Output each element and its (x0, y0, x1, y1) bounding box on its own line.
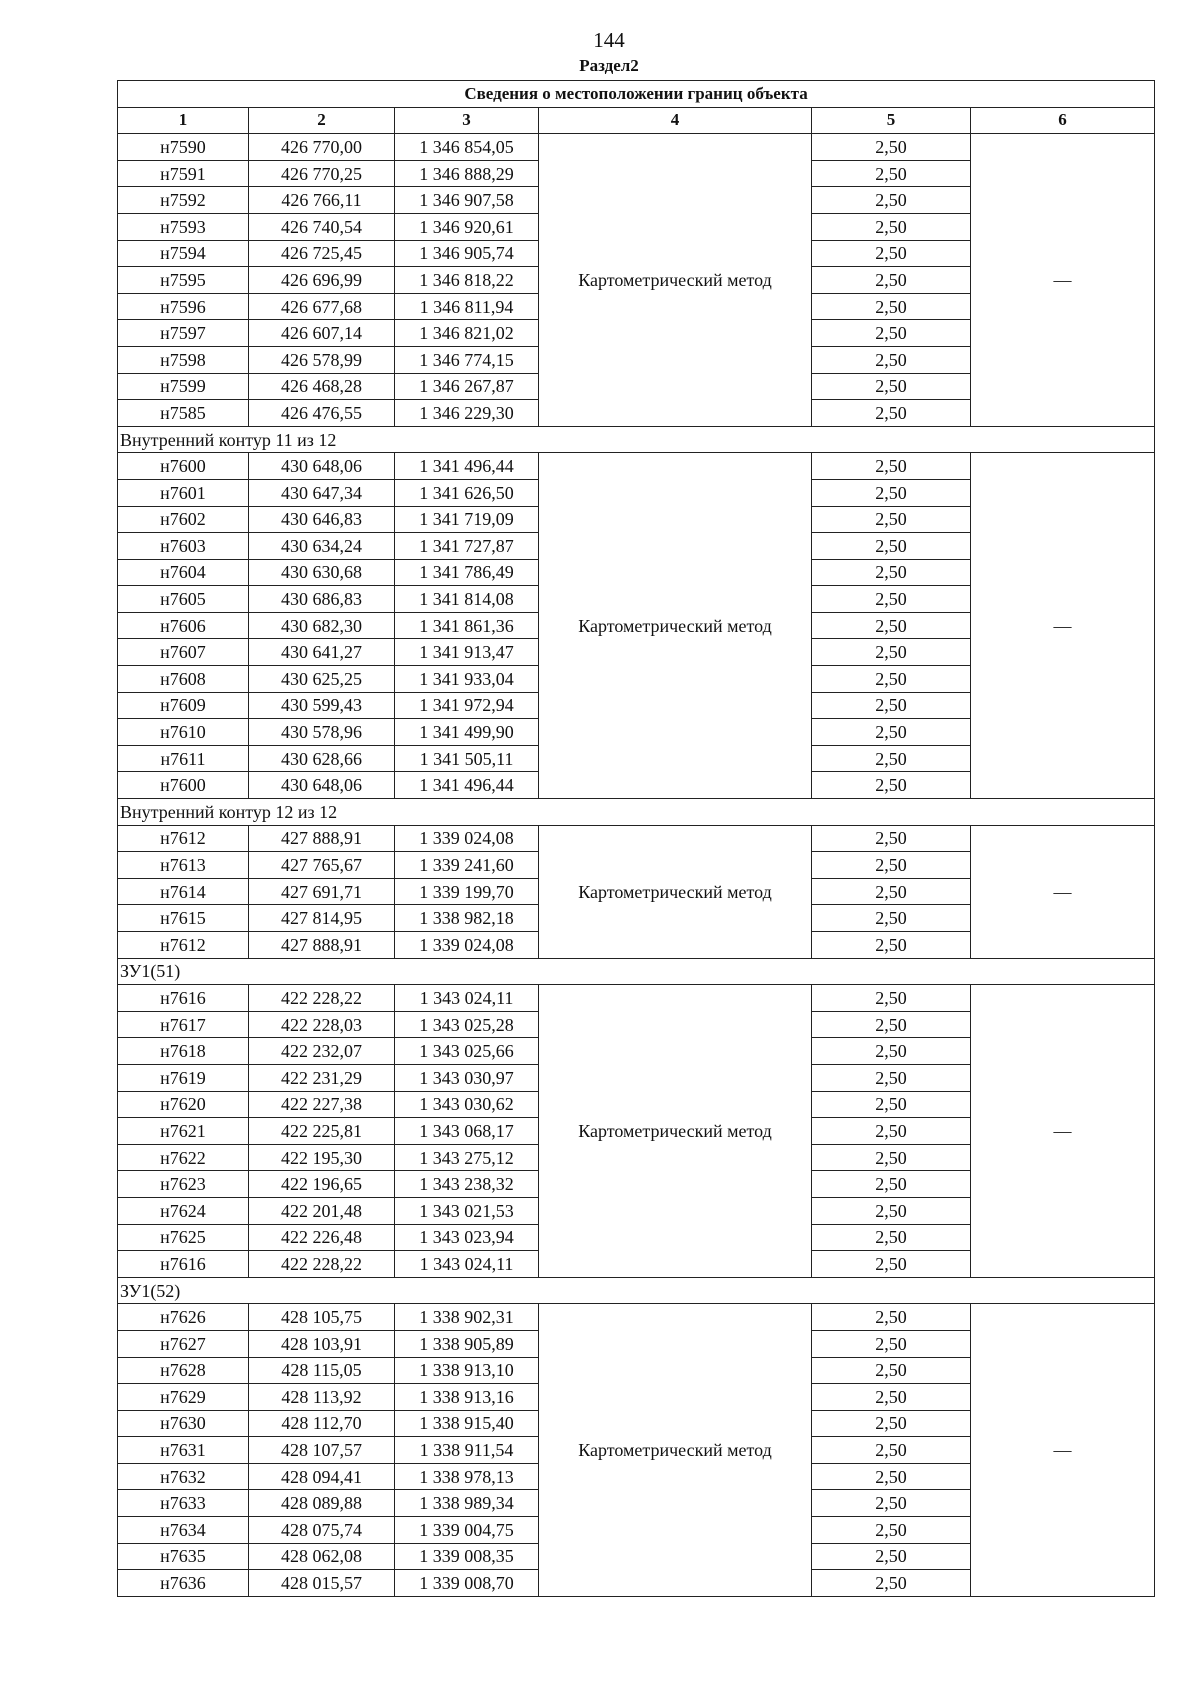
y-coordinate-cell: 1 343 024,11 (395, 1251, 539, 1278)
x-coordinate-cell: 422 225,81 (249, 1118, 395, 1145)
y-coordinate-cell: 1 338 989,34 (395, 1490, 539, 1517)
section-row (118, 799, 1155, 826)
y-coordinate-cell: 1 341 933,04 (395, 666, 539, 693)
y-coordinate-cell: 1 346 811,94 (395, 293, 539, 320)
accuracy-cell: 2,50 (812, 373, 971, 400)
y-coordinate-cell: 1 346 821,02 (395, 320, 539, 347)
method-cell: Картометрический метод (539, 453, 812, 799)
column-header-row (118, 107, 1155, 134)
column-6-cell: — (971, 985, 1155, 1278)
point-name-cell: н7597 (118, 320, 249, 347)
y-coordinate-cell: 1 339 004,75 (395, 1517, 539, 1544)
point-name-cell: н7620 (118, 1091, 249, 1118)
x-coordinate-cell: 430 599,43 (249, 692, 395, 719)
y-coordinate-cell: 1 341 499,90 (395, 719, 539, 746)
point-name-cell: н7613 (118, 852, 249, 879)
point-name-cell: н7614 (118, 878, 249, 905)
x-coordinate-cell: 422 228,22 (249, 1251, 395, 1278)
y-coordinate-cell: 1 346 774,15 (395, 346, 539, 373)
table-row (118, 1304, 1155, 1331)
accuracy-cell: 2,50 (812, 1038, 971, 1065)
point-name-cell: н7611 (118, 745, 249, 772)
accuracy-cell: 2,50 (812, 453, 971, 480)
y-coordinate-cell: 1 341 786,49 (395, 559, 539, 586)
point-name-cell: н7636 (118, 1570, 249, 1597)
point-name-cell: н7628 (118, 1357, 249, 1384)
x-coordinate-cell: 428 112,70 (249, 1410, 395, 1437)
x-coordinate-cell: 426 607,14 (249, 320, 395, 347)
y-coordinate-cell: 1 343 238,32 (395, 1171, 539, 1198)
accuracy-cell: 2,50 (812, 213, 971, 240)
point-name-cell: н7632 (118, 1463, 249, 1490)
y-coordinate-cell: 1 338 915,40 (395, 1410, 539, 1437)
y-coordinate-cell: 1 338 982,18 (395, 905, 539, 932)
x-coordinate-cell: 430 647,34 (249, 479, 395, 506)
point-name-cell: н7600 (118, 772, 249, 799)
accuracy-cell: 2,50 (812, 745, 971, 772)
x-coordinate-cell: 428 113,92 (249, 1384, 395, 1411)
column-6-cell: — (971, 134, 1155, 427)
column-6-cell: — (971, 1304, 1155, 1597)
y-coordinate-cell: 1 339 199,70 (395, 878, 539, 905)
x-coordinate-cell: 426 696,99 (249, 267, 395, 294)
y-coordinate-cell: 1 338 902,31 (395, 1304, 539, 1331)
accuracy-cell: 2,50 (812, 1064, 971, 1091)
section-label: Внутренний контур 12 из 12 (118, 799, 1155, 826)
table-row (118, 453, 1155, 480)
point-name-cell: н7594 (118, 240, 249, 267)
x-coordinate-cell: 422 196,65 (249, 1171, 395, 1198)
accuracy-cell: 2,50 (812, 612, 971, 639)
point-name-cell: н7633 (118, 1490, 249, 1517)
y-coordinate-cell: 1 346 920,61 (395, 213, 539, 240)
accuracy-cell: 2,50 (812, 320, 971, 347)
y-coordinate-cell: 1 346 267,87 (395, 373, 539, 400)
point-name-cell: н7593 (118, 213, 249, 240)
boundary-coordinates-table (117, 80, 1155, 1597)
point-name-cell: н7631 (118, 1437, 249, 1464)
y-coordinate-cell: 1 341 814,08 (395, 586, 539, 613)
x-coordinate-cell: 430 648,06 (249, 453, 395, 480)
table-row (118, 825, 1155, 852)
method-cell: Картометрический метод (539, 1304, 812, 1597)
column-header: 6 (971, 107, 1155, 134)
point-name-cell: н7616 (118, 1251, 249, 1278)
y-coordinate-cell: 1 346 854,05 (395, 134, 539, 161)
accuracy-cell: 2,50 (812, 533, 971, 560)
x-coordinate-cell: 426 725,45 (249, 240, 395, 267)
y-coordinate-cell: 1 343 068,17 (395, 1118, 539, 1145)
point-name-cell: н7621 (118, 1118, 249, 1145)
accuracy-cell: 2,50 (812, 1224, 971, 1251)
x-coordinate-cell: 422 195,30 (249, 1144, 395, 1171)
y-coordinate-cell: 1 341 505,11 (395, 745, 539, 772)
x-coordinate-cell: 430 625,25 (249, 666, 395, 693)
point-name-cell: н7606 (118, 612, 249, 639)
accuracy-cell: 2,50 (812, 240, 971, 267)
accuracy-cell: 2,50 (812, 1384, 971, 1411)
point-name-cell: н7602 (118, 506, 249, 533)
table-title: Сведения о местоположении границ объекта (118, 81, 1155, 108)
y-coordinate-cell: 1 341 496,44 (395, 772, 539, 799)
y-coordinate-cell: 1 343 023,94 (395, 1224, 539, 1251)
y-coordinate-cell: 1 346 907,58 (395, 187, 539, 214)
point-name-cell: н7608 (118, 666, 249, 693)
column-header: 2 (249, 107, 395, 134)
x-coordinate-cell: 430 634,24 (249, 533, 395, 560)
section-label: ЗУ1(52) (118, 1277, 1155, 1304)
accuracy-cell: 2,50 (812, 932, 971, 959)
accuracy-cell: 2,50 (812, 586, 971, 613)
point-name-cell: н7622 (118, 1144, 249, 1171)
y-coordinate-cell: 1 338 913,16 (395, 1384, 539, 1411)
x-coordinate-cell: 422 201,48 (249, 1197, 395, 1224)
accuracy-cell: 2,50 (812, 1463, 971, 1490)
method-cell: Картометрический метод (539, 985, 812, 1278)
point-name-cell: н7596 (118, 293, 249, 320)
x-coordinate-cell: 428 105,75 (249, 1304, 395, 1331)
accuracy-cell: 2,50 (812, 1091, 971, 1118)
y-coordinate-cell: 1 341 727,87 (395, 533, 539, 560)
section-title: Раздел2 (579, 56, 639, 75)
x-coordinate-cell: 430 686,83 (249, 586, 395, 613)
x-coordinate-cell: 426 770,00 (249, 134, 395, 161)
table-body (118, 81, 1155, 1597)
accuracy-cell: 2,50 (812, 1410, 971, 1437)
x-coordinate-cell: 428 103,91 (249, 1330, 395, 1357)
point-name-cell: н7612 (118, 825, 249, 852)
point-name-cell: н7600 (118, 453, 249, 480)
x-coordinate-cell: 426 766,11 (249, 187, 395, 214)
column-6-cell: — (971, 825, 1155, 958)
point-name-cell: н7605 (118, 586, 249, 613)
accuracy-cell: 2,50 (812, 1118, 971, 1145)
point-name-cell: н7625 (118, 1224, 249, 1251)
accuracy-cell: 2,50 (812, 346, 971, 373)
accuracy-cell: 2,50 (812, 559, 971, 586)
y-coordinate-cell: 1 341 861,36 (395, 612, 539, 639)
accuracy-cell: 2,50 (812, 1197, 971, 1224)
accuracy-cell: 2,50 (812, 1251, 971, 1278)
point-name-cell: н7629 (118, 1384, 249, 1411)
x-coordinate-cell: 422 227,38 (249, 1091, 395, 1118)
x-coordinate-cell: 426 578,99 (249, 346, 395, 373)
x-coordinate-cell: 427 765,67 (249, 852, 395, 879)
x-coordinate-cell: 427 888,91 (249, 825, 395, 852)
point-name-cell: н7615 (118, 905, 249, 932)
accuracy-cell: 2,50 (812, 400, 971, 427)
section-row (118, 1277, 1155, 1304)
accuracy-cell: 2,50 (812, 905, 971, 932)
section-label: ЗУ1(51) (118, 958, 1155, 985)
x-coordinate-cell: 422 228,22 (249, 985, 395, 1012)
y-coordinate-cell: 1 339 241,60 (395, 852, 539, 879)
column-header: 5 (812, 107, 971, 134)
accuracy-cell: 2,50 (812, 639, 971, 666)
point-name-cell: н7607 (118, 639, 249, 666)
accuracy-cell: 2,50 (812, 825, 971, 852)
y-coordinate-cell: 1 343 025,28 (395, 1011, 539, 1038)
point-name-cell: н7595 (118, 267, 249, 294)
x-coordinate-cell: 426 476,55 (249, 400, 395, 427)
accuracy-cell: 2,50 (812, 692, 971, 719)
y-coordinate-cell: 1 346 888,29 (395, 160, 539, 187)
point-name-cell: н7626 (118, 1304, 249, 1331)
y-coordinate-cell: 1 341 626,50 (395, 479, 539, 506)
method-cell: Картометрический метод (539, 825, 812, 958)
accuracy-cell: 2,50 (812, 1490, 971, 1517)
accuracy-cell: 2,50 (812, 719, 971, 746)
section-row (118, 958, 1155, 985)
table-title-row (118, 81, 1155, 108)
y-coordinate-cell: 1 343 275,12 (395, 1144, 539, 1171)
x-coordinate-cell: 428 089,88 (249, 1490, 395, 1517)
point-name-cell: н7612 (118, 932, 249, 959)
accuracy-cell: 2,50 (812, 267, 971, 294)
point-name-cell: н7618 (118, 1038, 249, 1065)
y-coordinate-cell: 1 339 024,08 (395, 932, 539, 959)
x-coordinate-cell: 426 740,54 (249, 213, 395, 240)
x-coordinate-cell: 428 094,41 (249, 1463, 395, 1490)
accuracy-cell: 2,50 (812, 506, 971, 533)
y-coordinate-cell: 1 339 008,35 (395, 1543, 539, 1570)
x-coordinate-cell: 427 888,91 (249, 932, 395, 959)
x-coordinate-cell: 430 646,83 (249, 506, 395, 533)
x-coordinate-cell: 430 641,27 (249, 639, 395, 666)
y-coordinate-cell: 1 341 496,44 (395, 453, 539, 480)
accuracy-cell: 2,50 (812, 1570, 971, 1597)
point-name-cell: н7603 (118, 533, 249, 560)
column-header: 1 (118, 107, 249, 134)
point-name-cell: н7617 (118, 1011, 249, 1038)
point-name-cell: н7624 (118, 1197, 249, 1224)
x-coordinate-cell: 426 770,25 (249, 160, 395, 187)
point-name-cell: н7598 (118, 346, 249, 373)
y-coordinate-cell: 1 341 719,09 (395, 506, 539, 533)
point-name-cell: н7616 (118, 985, 249, 1012)
accuracy-cell: 2,50 (812, 1357, 971, 1384)
accuracy-cell: 2,50 (812, 479, 971, 506)
section-label: Внутренний контур 11 из 12 (118, 426, 1155, 453)
column-header: 4 (539, 107, 812, 134)
y-coordinate-cell: 1 343 021,53 (395, 1197, 539, 1224)
y-coordinate-cell: 1 338 978,13 (395, 1463, 539, 1490)
x-coordinate-cell: 428 107,57 (249, 1437, 395, 1464)
y-coordinate-cell: 1 346 905,74 (395, 240, 539, 267)
point-name-cell: н7619 (118, 1064, 249, 1091)
accuracy-cell: 2,50 (812, 160, 971, 187)
x-coordinate-cell: 430 578,96 (249, 719, 395, 746)
accuracy-cell: 2,50 (812, 666, 971, 693)
section-row (118, 426, 1155, 453)
point-name-cell: н7590 (118, 134, 249, 161)
y-coordinate-cell: 1 346 818,22 (395, 267, 539, 294)
accuracy-cell: 2,50 (812, 1330, 971, 1357)
x-coordinate-cell: 430 630,68 (249, 559, 395, 586)
page-number: 144 (593, 28, 625, 52)
accuracy-cell: 2,50 (812, 187, 971, 214)
y-coordinate-cell: 1 338 913,10 (395, 1357, 539, 1384)
accuracy-cell: 2,50 (812, 1517, 971, 1544)
point-name-cell: н7609 (118, 692, 249, 719)
point-name-cell: н7599 (118, 373, 249, 400)
accuracy-cell: 2,50 (812, 134, 971, 161)
method-cell: Картометрический метод (539, 134, 812, 427)
y-coordinate-cell: 1 338 911,54 (395, 1437, 539, 1464)
x-coordinate-cell: 430 682,30 (249, 612, 395, 639)
x-coordinate-cell: 422 228,03 (249, 1011, 395, 1038)
point-name-cell: н7610 (118, 719, 249, 746)
accuracy-cell: 2,50 (812, 985, 971, 1012)
point-name-cell: н7585 (118, 400, 249, 427)
x-coordinate-cell: 428 115,05 (249, 1357, 395, 1384)
y-coordinate-cell: 1 341 972,94 (395, 692, 539, 719)
y-coordinate-cell: 1 339 008,70 (395, 1570, 539, 1597)
accuracy-cell: 2,50 (812, 293, 971, 320)
x-coordinate-cell: 428 015,57 (249, 1570, 395, 1597)
point-name-cell: н7604 (118, 559, 249, 586)
x-coordinate-cell: 427 691,71 (249, 878, 395, 905)
y-coordinate-cell: 1 343 024,11 (395, 985, 539, 1012)
y-coordinate-cell: 1 343 030,97 (395, 1064, 539, 1091)
y-coordinate-cell: 1 343 030,62 (395, 1091, 539, 1118)
x-coordinate-cell: 426 468,28 (249, 373, 395, 400)
point-name-cell: н7592 (118, 187, 249, 214)
point-name-cell: н7623 (118, 1171, 249, 1198)
point-name-cell: н7634 (118, 1517, 249, 1544)
accuracy-cell: 2,50 (812, 1011, 971, 1038)
y-coordinate-cell: 1 343 025,66 (395, 1038, 539, 1065)
x-coordinate-cell: 426 677,68 (249, 293, 395, 320)
y-coordinate-cell: 1 338 905,89 (395, 1330, 539, 1357)
point-name-cell: н7635 (118, 1543, 249, 1570)
point-name-cell: н7601 (118, 479, 249, 506)
accuracy-cell: 2,50 (812, 1171, 971, 1198)
column-header: 3 (395, 107, 539, 134)
x-coordinate-cell: 428 075,74 (249, 1517, 395, 1544)
y-coordinate-cell: 1 346 229,30 (395, 400, 539, 427)
accuracy-cell: 2,50 (812, 1437, 971, 1464)
y-coordinate-cell: 1 341 913,47 (395, 639, 539, 666)
x-coordinate-cell: 422 231,29 (249, 1064, 395, 1091)
accuracy-cell: 2,50 (812, 852, 971, 879)
accuracy-cell: 2,50 (812, 1304, 971, 1331)
column-6-cell: — (971, 453, 1155, 799)
x-coordinate-cell: 430 648,06 (249, 772, 395, 799)
table-row (118, 985, 1155, 1012)
x-coordinate-cell: 428 062,08 (249, 1543, 395, 1570)
point-name-cell: н7630 (118, 1410, 249, 1437)
x-coordinate-cell: 422 226,48 (249, 1224, 395, 1251)
accuracy-cell: 2,50 (812, 772, 971, 799)
x-coordinate-cell: 430 628,66 (249, 745, 395, 772)
accuracy-cell: 2,50 (812, 1144, 971, 1171)
x-coordinate-cell: 427 814,95 (249, 905, 395, 932)
point-name-cell: н7627 (118, 1330, 249, 1357)
accuracy-cell: 2,50 (812, 1543, 971, 1570)
point-name-cell: н7591 (118, 160, 249, 187)
accuracy-cell: 2,50 (812, 878, 971, 905)
x-coordinate-cell: 422 232,07 (249, 1038, 395, 1065)
table-row (118, 134, 1155, 161)
y-coordinate-cell: 1 339 024,08 (395, 825, 539, 852)
